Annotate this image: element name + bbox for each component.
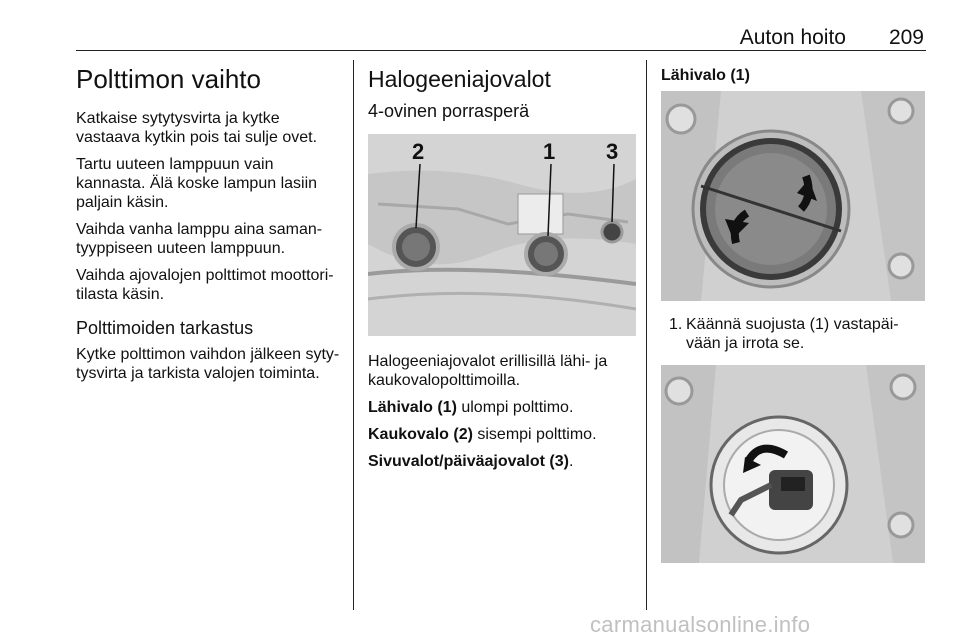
headlamp-figure <box>368 134 636 336</box>
paragraph: Tartu uuteen lamppuun vain kannasta. Älä koske lampun lasiin paljain käsin. <box>76 156 318 211</box>
page-number: 209 <box>888 26 924 49</box>
callout-1: 1 <box>543 139 556 164</box>
subheading: 4-ovinen porrasperä <box>368 101 530 121</box>
section-heading: Polttimon vaihto <box>76 64 261 94</box>
item-line: Lähivalo (1) ulompi polttimo. <box>368 399 574 416</box>
cover-figure <box>661 91 925 301</box>
subheading: Polttimoiden tarkastus <box>76 318 254 338</box>
connector-figure <box>661 365 925 563</box>
step-heading: Lähivalo (1) <box>661 67 750 84</box>
paragraph: Katkaise sytytysvirta ja kytke vastaava kytkin pois tai sulje ovet. <box>76 110 318 146</box>
section-title: Auton hoito <box>739 26 846 49</box>
page-header <box>76 26 926 51</box>
column-divider <box>646 60 647 610</box>
list-item: 1. Käännä suojusta (1) vastapäi-vään ja irrota se. <box>669 316 899 352</box>
paragraph: Halogeeniajovalot erillisillä lähi- ja kaukovalopolttimoilla. <box>368 353 608 389</box>
callout-2: 2 <box>412 139 425 164</box>
paragraph: Vaihda vanha lamppu aina saman-tyyppiseen uuteen lamppuun. <box>76 221 323 257</box>
item-line: Sivuvalot/päiväajovalot (3). <box>368 453 574 470</box>
column-divider <box>353 60 354 610</box>
left-column <box>76 60 342 391</box>
paragraph: Vaihda ajovalojen polttimot moottori-tilasta käsin. <box>76 267 334 303</box>
paragraph: Kytke polttimon vaihdon jälkeen syty-tysvirta ja tarkista valojen toiminta. <box>76 346 340 382</box>
item-line: Kaukovalo (2) sisempi polttimo. <box>368 426 597 443</box>
section-heading: Halogeeniajovalot <box>368 66 551 92</box>
right-column <box>661 60 927 563</box>
watermark: carmanualsonline.info <box>590 612 811 637</box>
middle-column <box>368 60 634 479</box>
callout-3: 3 <box>606 139 619 164</box>
